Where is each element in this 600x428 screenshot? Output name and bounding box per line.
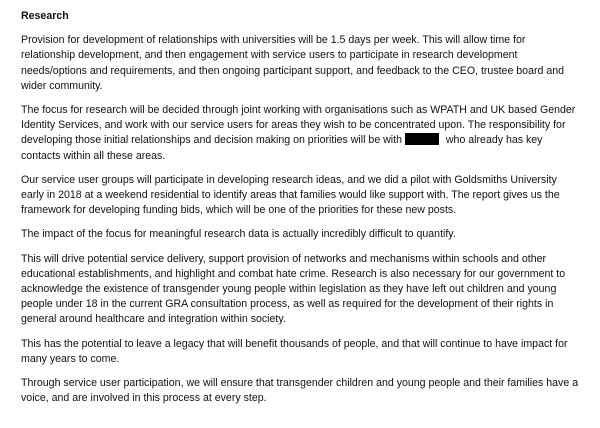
paragraph-research-focus-continued: who already has key contacts within all these areas. — [21, 134, 543, 162]
paragraph-research-focus-text: The focus for research will be decided through joint working with organisations such as WPATH and UK based Gender Identity Services, and work with our service users for areas they wish to be concentrated upon. The responsibility for developing those initial relationships and decision making on priorities will be with — [21, 104, 576, 147]
redaction-box — [405, 133, 439, 145]
paragraph-legacy: This has the potential to leave a legacy that will benefit thousands of people, and that will continue to have impact for many years to come. — [21, 337, 568, 365]
paragraph-service-delivery: This will drive potential service delivery, support provision of networks and mechanisms within schools and other educational establishments, and highlight and combat hate crime. Research is also necessary for our government to acknowledge the existence of transgender young people within legislation as they have left out children and young people under 18 in the current GRA consultation process, as well as required for the development of their rights in general around healthcare and integration within society. — [21, 252, 566, 326]
paragraph-participation: Through service user participation, we will ensure that transgender children and young people and their families have a voice, and are involved in this process at every step. — [21, 377, 579, 405]
section-heading: Research — [21, 10, 69, 22]
paragraph-research-focus — [21, 103, 582, 164]
paragraph-university-relationships: Provision for development of relationships with universities will be 1.5 days per week. This will allow time for relationship development, and then engagement with service users to participate in research development needs/options and requirements, and then ongoing participant support, and feedback to the CEO, trustee board and wider community. — [21, 34, 565, 92]
paragraph-service-user-groups: Our service user groups will participate in developing research ideas, and we did a pilot with Goldsmiths University early in 2018 at a weekend residential to identify areas that families would like support with. The report gives us the framework for developing funding bids, which will be one of the priorities for these new posts. — [21, 173, 560, 217]
paragraph-impact: The impact of the focus for meaningful research data is actually incredibly difficult to quantify. — [21, 228, 456, 241]
